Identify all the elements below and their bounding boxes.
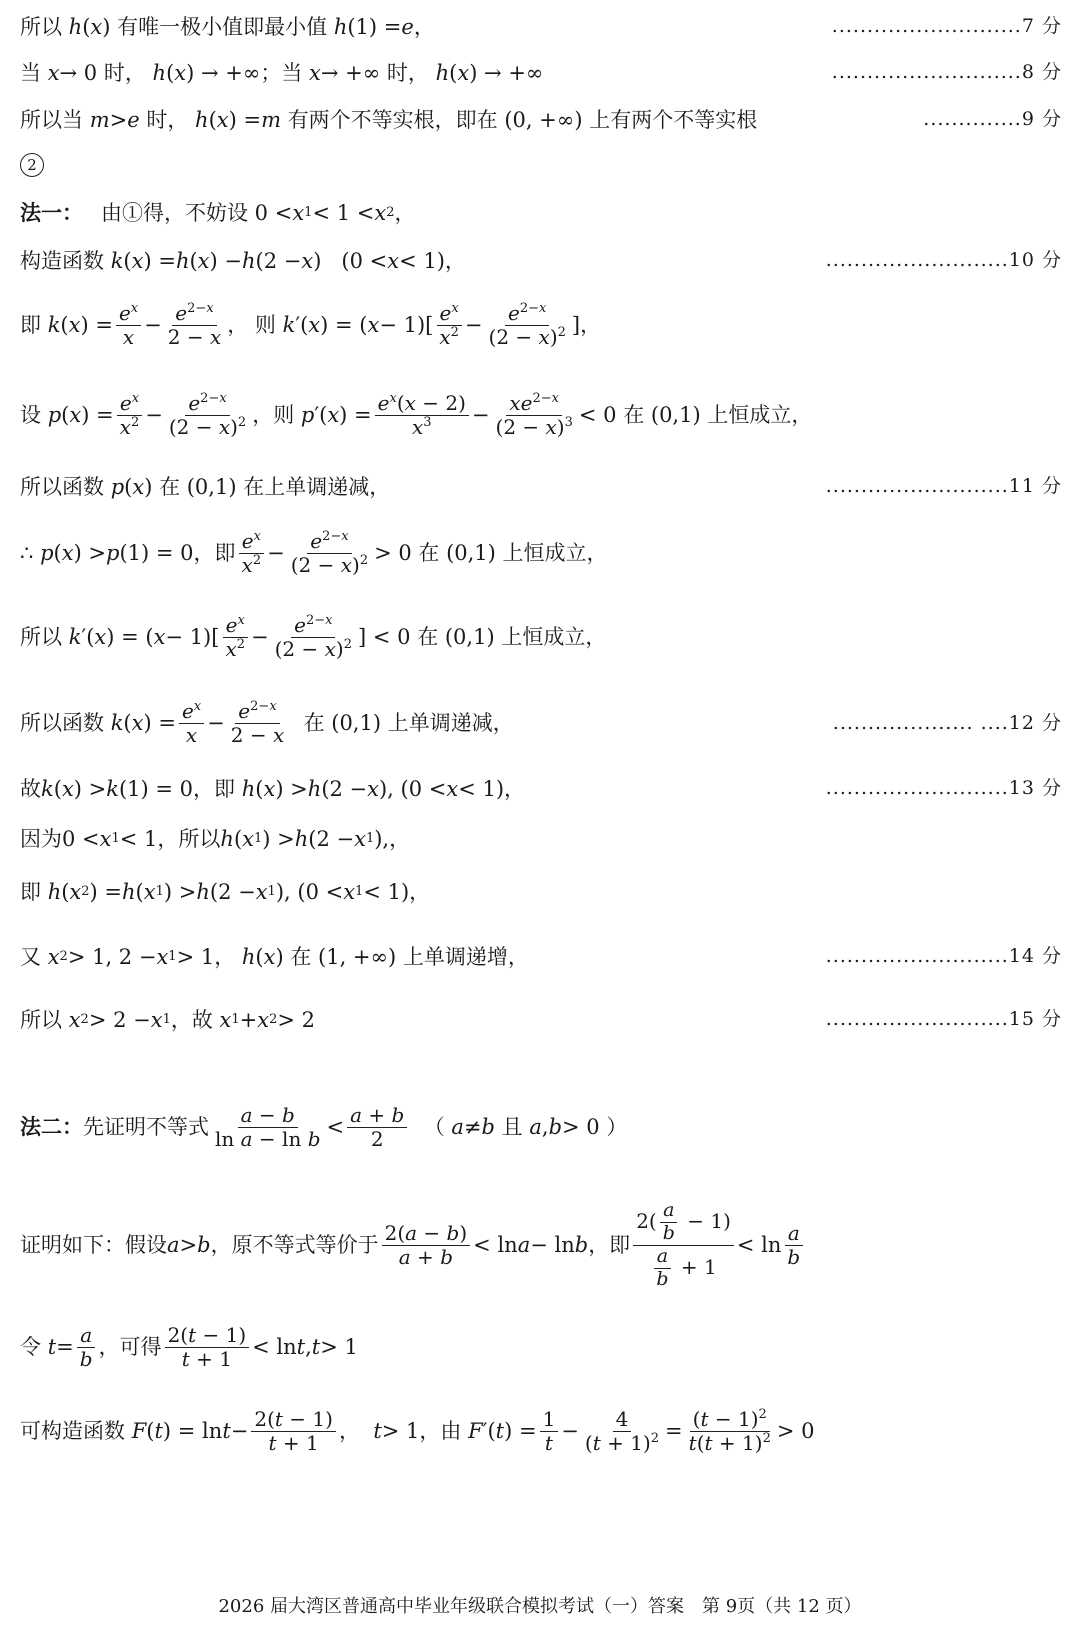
line-8: 设 p ( x ) = $\frac{e^x}{x^2}$ − $\frac{e^{2-x}}{(2 - x)^2}$ ，则 p ′( x ) = $\frac{e^x(x - 2)}{x^3}$ − $\frac{xe^{2-x}}{(2 - x)^3}$ < 0 在 (0,1) 上恒成立， (20, 391, 813, 439)
page-footer: 2026 届大湾区普通高中毕业年级联合模拟考试（一）答案 第 9页（共 12 页） (218, 1596, 862, 1617)
text: 有唯一极小值即最小值 (117, 15, 328, 39)
text: 在 (159, 475, 181, 499)
text: 在 (418, 541, 440, 566)
score-13: ..........................13 分 (825, 777, 1062, 800)
line-5: 法一： 由①得，不妨设 0 < x 1 < 1 < x 2 ， (20, 200, 416, 225)
text: 又 (20, 945, 41, 969)
text: 先证明不等式 (83, 1115, 209, 1140)
text: 因为 (20, 827, 62, 851)
text: 时， (146, 108, 189, 132)
text: 在 (290, 945, 312, 969)
text: 时， (386, 61, 429, 85)
line-20: 令 t = $\frac{a}{b}$ ，可得 $\frac{2(t - 1)}{t + 1}$ < ln t , t > 1 (20, 1323, 358, 1371)
text: ，可得 (98, 1335, 162, 1360)
line-18: 法二： 先证明不等式 $\frac{a - b}{\text{ln a − ln b}}$ < $\frac{a + b}{2}$ （ a ≠ b 且 a , b > 0 ） (20, 1103, 628, 1151)
text: ， (338, 1419, 360, 1444)
text: ，故 (170, 1008, 213, 1032)
text: ， (444, 249, 466, 273)
line-6: 构造函数 k ( x ) = h ( x ) − h (2 − x ) (0 < x < 1) ， ..........................10 分 (20, 249, 1062, 273)
line-4 (20, 153, 1062, 177)
line-21: 可构造函数 F ( t ) = ln t − $\frac{2(t - 1)}{t + 1}$ ， t > 1 ，由 F ′( t ) = $\frac{1}{t}$ − $\frac{4}{(t + 1)^2}$ = $\frac{(t - 1)^2}{t(t + 1)^2}$ > 0 (20, 1407, 815, 1455)
text: 故 (20, 777, 41, 801)
text: ， (389, 827, 411, 851)
text: 时， (103, 61, 146, 85)
text: ， (580, 313, 602, 338)
score-15: ..........................15 分 (825, 1008, 1062, 1031)
score-12: .................... ....12 分 (832, 711, 1062, 734)
line-16: 又 x 2 > 1, 2 − x 1 > 1 ， h ( x ) 在 (1, +∞) 上单调递增， ..........................14 分 (20, 945, 1062, 969)
text: ， (413, 15, 435, 39)
text: 即 (20, 313, 41, 338)
text: ） (606, 1115, 628, 1140)
line-14: 因为 0 < x 1 < 1 ，所以 h ( x 1 ) > h (2 − x 1 ), ， (20, 827, 411, 851)
line-12: 所以函数 k ( x ) = $\frac{e^x}{x}$ − $\frac{e^{2-x}}{2 - x}$ 在 (0,1) 上单调递减， .................... ....12 分 (20, 699, 1062, 747)
text: ， (214, 945, 236, 969)
score-7: ...........................7 分 (831, 15, 1062, 38)
text: 由①得，不妨设 (101, 201, 248, 225)
text: ∴ (20, 541, 34, 566)
text: ，即 (588, 1233, 631, 1258)
text: 即 (20, 880, 41, 904)
line-11: 所以 k ′( x ) = ( x − 1)[ $\frac{e^x}{x^2}$ − $\frac{e^{2-x}}{(2 - x)^2}$ ] < 0 在 (0,1) 上恒成立， (20, 613, 607, 661)
line-2: 当 x → 0 时， h ( x ) → +∞ ；当 x → +∞ 时， h ( x ) → +∞ ...........................8 分 (20, 61, 1062, 85)
text: 有两个不等实根，即在 (287, 108, 498, 132)
text: 上有两个不等实根 (589, 108, 758, 132)
text: 上单调递减， (387, 711, 514, 736)
text: ， 则 (227, 313, 276, 338)
text: ；当 (260, 61, 303, 85)
line-17: 所以 x 2 > 2 − x 1 ，故 x 1 + x 2 > 2 ..........................15 分 (20, 1008, 1062, 1032)
line-19: 证明如下：假设 a > b ，原不等式等价于 $\frac{2(a - b)}{a + b}$ < ln a − ln b ，即 2( $\frac{a}{b}$ − 1) $\frac{a}{b}$ + 1 < ln $\frac{a}{b}$ (20, 1200, 1062, 1290)
text: ，则 (252, 403, 295, 428)
line-13: 故 k ( x ) > k (1) = 0 ，即 h ( x ) > h (2 − x ), (0 < x < 1) ， ..........................13 分 (20, 777, 1062, 801)
circled-two: 2 (20, 153, 44, 177)
text: 构造函数 (20, 249, 104, 273)
text: 所以 (20, 15, 62, 39)
line-3: 所以当 m > e 时， h ( x ) = m 有两个不等实根，即在 (0, +∞) 上有两个不等实根 ..............9 分 (20, 108, 1062, 132)
text: 所以函数 (20, 711, 104, 736)
text: 且 (501, 1115, 523, 1140)
text: ，所以 (157, 827, 221, 851)
score-10: ..........................10 分 (825, 249, 1062, 272)
text: 所以函数 (20, 475, 104, 499)
text: 所以 (20, 625, 62, 650)
text: 上单调递增， (402, 945, 529, 969)
score-8: ...........................8 分 (831, 61, 1062, 84)
text: ，即 (193, 541, 236, 566)
line-1: 所以 h ( x ) 有唯一极小值即最小值 h (1) = e ， ...........................7 分 (20, 15, 1062, 39)
line-7: 即 k ( x ) = $\frac{e^x}{x}$ − $\frac{e^{2-x}}{2 - x}$ ， 则 k ′( x ) = ( x − 1)[ $\frac{e^x}{x^2}$ − $\frac{e^{2-x}}{(2 - x)^2}$ ] ， (20, 301, 602, 349)
text: ， (394, 201, 416, 225)
text: 令 (20, 1335, 41, 1360)
text: 所以当 (20, 108, 83, 132)
text: ，原不等式等价于 (210, 1233, 379, 1258)
score-14: ..........................14 分 (825, 945, 1062, 968)
text: 证明如下：假设 (20, 1233, 167, 1258)
text: 在 (417, 625, 439, 650)
text: 所以 (20, 1008, 62, 1032)
method-two-label: 法二： (20, 1114, 83, 1140)
text: 上恒成立， (707, 403, 813, 428)
text: ， (409, 880, 431, 904)
text: ，由 (419, 1419, 462, 1444)
text: 当 (20, 61, 41, 85)
text: ，即 (193, 777, 236, 801)
method-one-label: 法一： (20, 200, 83, 225)
text: 在 (303, 711, 325, 736)
text: 在 (623, 403, 645, 428)
line-10: ∴ p ( x ) > p (1) = 0 ，即 $\frac{e^x}{x^2}$ − $\frac{e^{2-x}}{(2 - x)^2}$ > 0 在 (0,1) 上恒成立， (20, 529, 608, 577)
text: 上恒成立， (502, 541, 608, 566)
line-9: 所以函数 p ( x ) 在 (0,1) 在上单调递减， ..........................11 分 (20, 475, 1062, 499)
text: （ (423, 1115, 445, 1140)
text: 可构造函数 (20, 1419, 125, 1444)
text: 上恒成立， (501, 625, 607, 650)
score-9: ..............9 分 (923, 108, 1062, 131)
score-11: ..........................11 分 (825, 475, 1062, 498)
text: 设 (20, 403, 41, 428)
text: 在上单调递减， (243, 475, 391, 499)
line-15: 即 h ( x 2 ) = h ( x 1 ) > h (2 − x 1 ), (0 < x 1 < 1) ， (20, 880, 431, 904)
text: ， (504, 777, 526, 801)
